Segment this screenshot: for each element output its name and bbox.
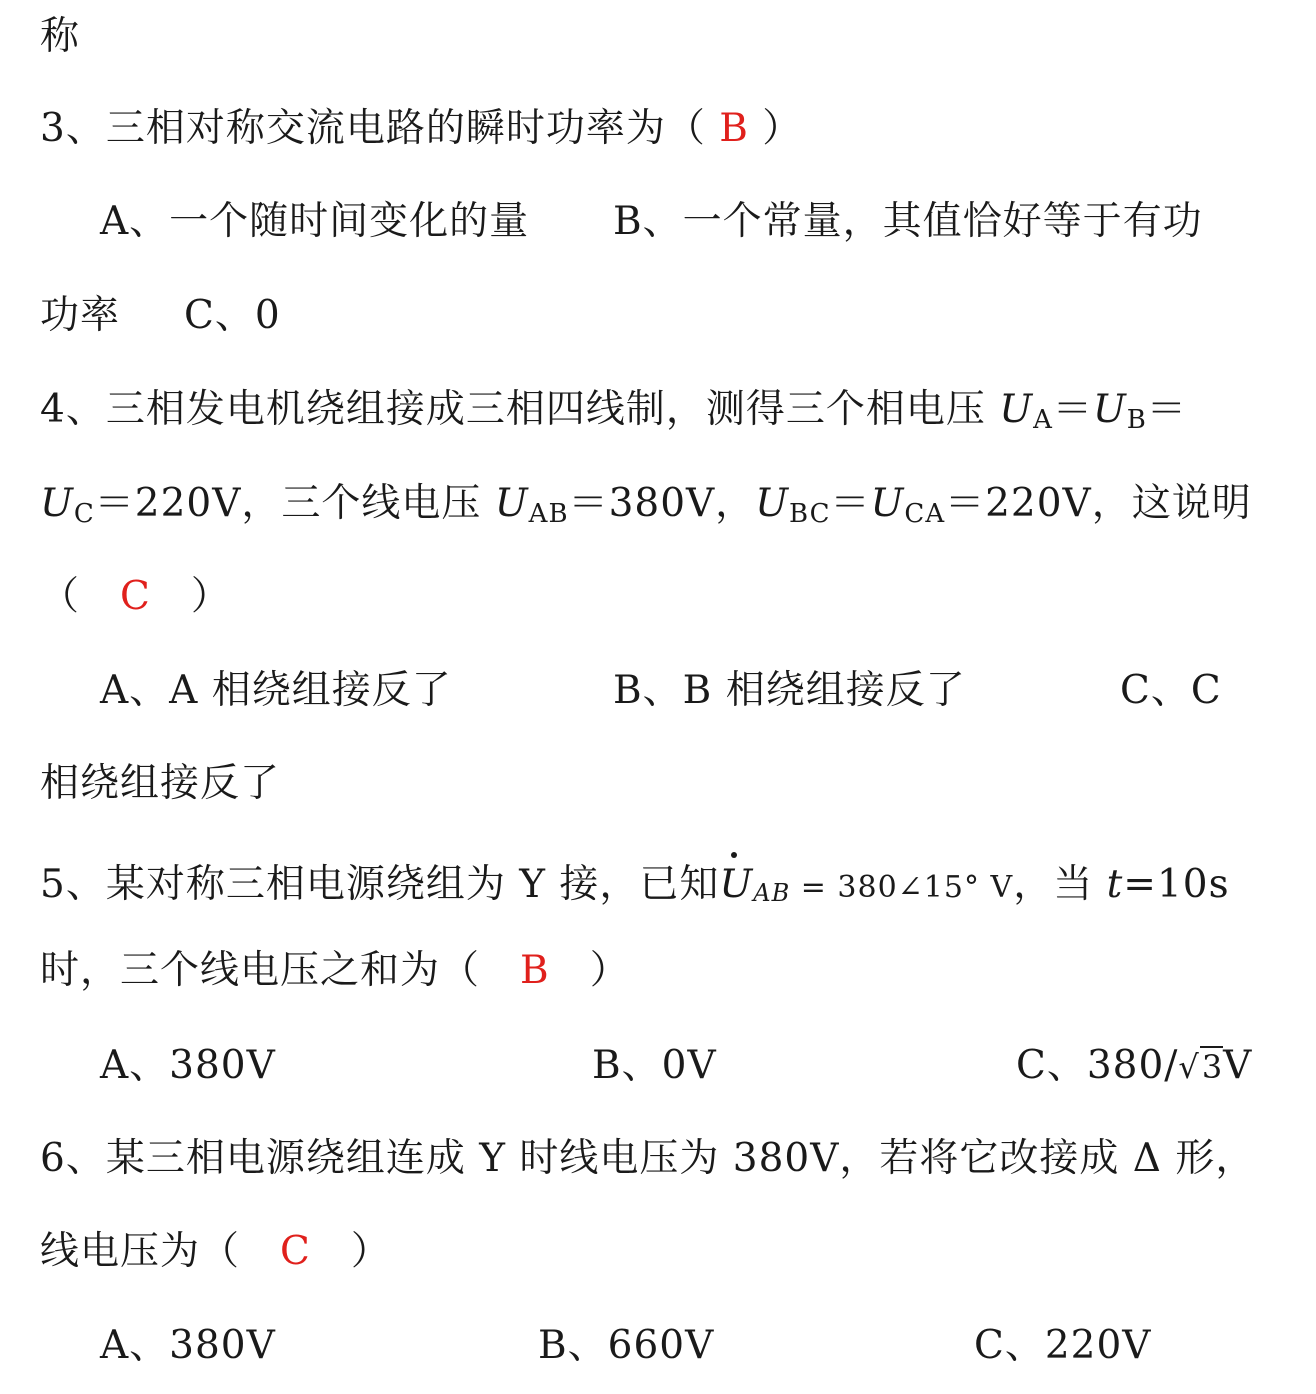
option-b: B、660V <box>538 1323 715 1368</box>
question-5-line-1 <box>40 862 1230 916</box>
question-3 <box>40 106 802 152</box>
answer-close: ） <box>549 948 630 993</box>
option-b: B、B 相绕组接反了 <box>613 668 966 713</box>
answer-mark: C <box>280 1229 311 1274</box>
text-segment: ＝380V， <box>568 481 756 526</box>
option-a: A、380V <box>100 1043 276 1088</box>
voltage-symbol: U <box>755 481 790 526</box>
question-4-line-1 <box>40 387 1187 433</box>
question-4-answer <box>40 574 231 620</box>
subscript: BC <box>789 499 831 529</box>
option-c <box>1016 1043 1252 1090</box>
voltage-symbol: U <box>1092 387 1127 432</box>
answer-mark: B <box>520 948 550 993</box>
subscript: AB <box>753 879 791 907</box>
sqrt-radicand: 3 <box>1201 1048 1224 1086</box>
question-text: 3、三相对称交流电路的瞬时功率为（ <box>40 106 720 151</box>
voltage-symbol: U <box>870 481 905 526</box>
option-c: C、220V <box>974 1323 1152 1368</box>
phasor-value: = 380∠15° V <box>790 870 1014 905</box>
question-close: ） <box>748 106 803 151</box>
option-c-text: C、380/ <box>1016 1043 1179 1088</box>
option-c-continuation: 相绕组接反了 <box>40 761 281 806</box>
q3-options-row <box>100 199 529 245</box>
text-segment: ＝220V，三个线电压 <box>94 481 495 526</box>
question-text: 4、三相发电机绕组接成三相四线制，测得三个相电压 <box>40 387 1000 432</box>
subscript: AB <box>528 499 569 529</box>
time-symbol: t <box>1106 862 1124 907</box>
question-4-line-2 <box>40 481 1252 527</box>
option-c: C、0 <box>184 293 281 338</box>
option-c: C、C <box>1120 668 1222 713</box>
option-a: A、380V <box>100 1323 276 1368</box>
subscript: A <box>1033 405 1053 435</box>
subscript: CA <box>904 499 946 529</box>
option-b-continuation: 功率 <box>40 293 121 338</box>
text-segment: ＝ <box>830 481 871 526</box>
answer-close: ） <box>310 1229 391 1274</box>
question-text: 时，三个线电压之和为（ <box>40 948 521 993</box>
q3-continuation <box>40 293 120 339</box>
option-a: A、一个随时间变化的量 <box>100 199 530 244</box>
voltage-symbol: U <box>494 481 529 526</box>
equals-sign: ＝ <box>1146 387 1187 432</box>
text-segment: ＝220V，这说明 <box>945 481 1252 526</box>
option-a: A、A 相绕组接反了 <box>100 668 452 713</box>
answer-open: （ <box>40 574 121 619</box>
answer-mark: C <box>120 574 151 619</box>
question-6-line-2 <box>40 1229 391 1275</box>
subscript: B <box>1126 405 1147 435</box>
question-6-line-1: 6、某三相电源绕组连成 Y 时线电压为 380V，若将它改接成 Δ 形， <box>40 1136 1256 1181</box>
text-segment: =10s <box>1123 862 1230 907</box>
question-text: 5、某对称三相电源绕组为 Y 接，已知 <box>40 862 720 907</box>
voltage-symbol: U <box>40 481 74 526</box>
voltage-symbol: U <box>999 387 1034 432</box>
question-text: 线电压为（ <box>40 1229 281 1274</box>
option-c-unit: V <box>1223 1043 1253 1088</box>
question-5-line-2 <box>40 948 630 994</box>
answer-close: ） <box>150 574 231 619</box>
subscript: C <box>73 499 95 529</box>
sqrt-symbol: √3 <box>1178 1048 1224 1086</box>
option-b: B、一个常量，其值恰好等于有功 <box>613 199 1203 244</box>
phasor-symbol: U <box>719 862 754 907</box>
text-segment: ，当 <box>1013 862 1107 907</box>
option-b: B、0V <box>592 1043 717 1088</box>
answer-mark: B <box>719 106 749 151</box>
text-line-continuation: 称 <box>40 14 81 59</box>
equals-sign: ＝ <box>1052 387 1093 432</box>
